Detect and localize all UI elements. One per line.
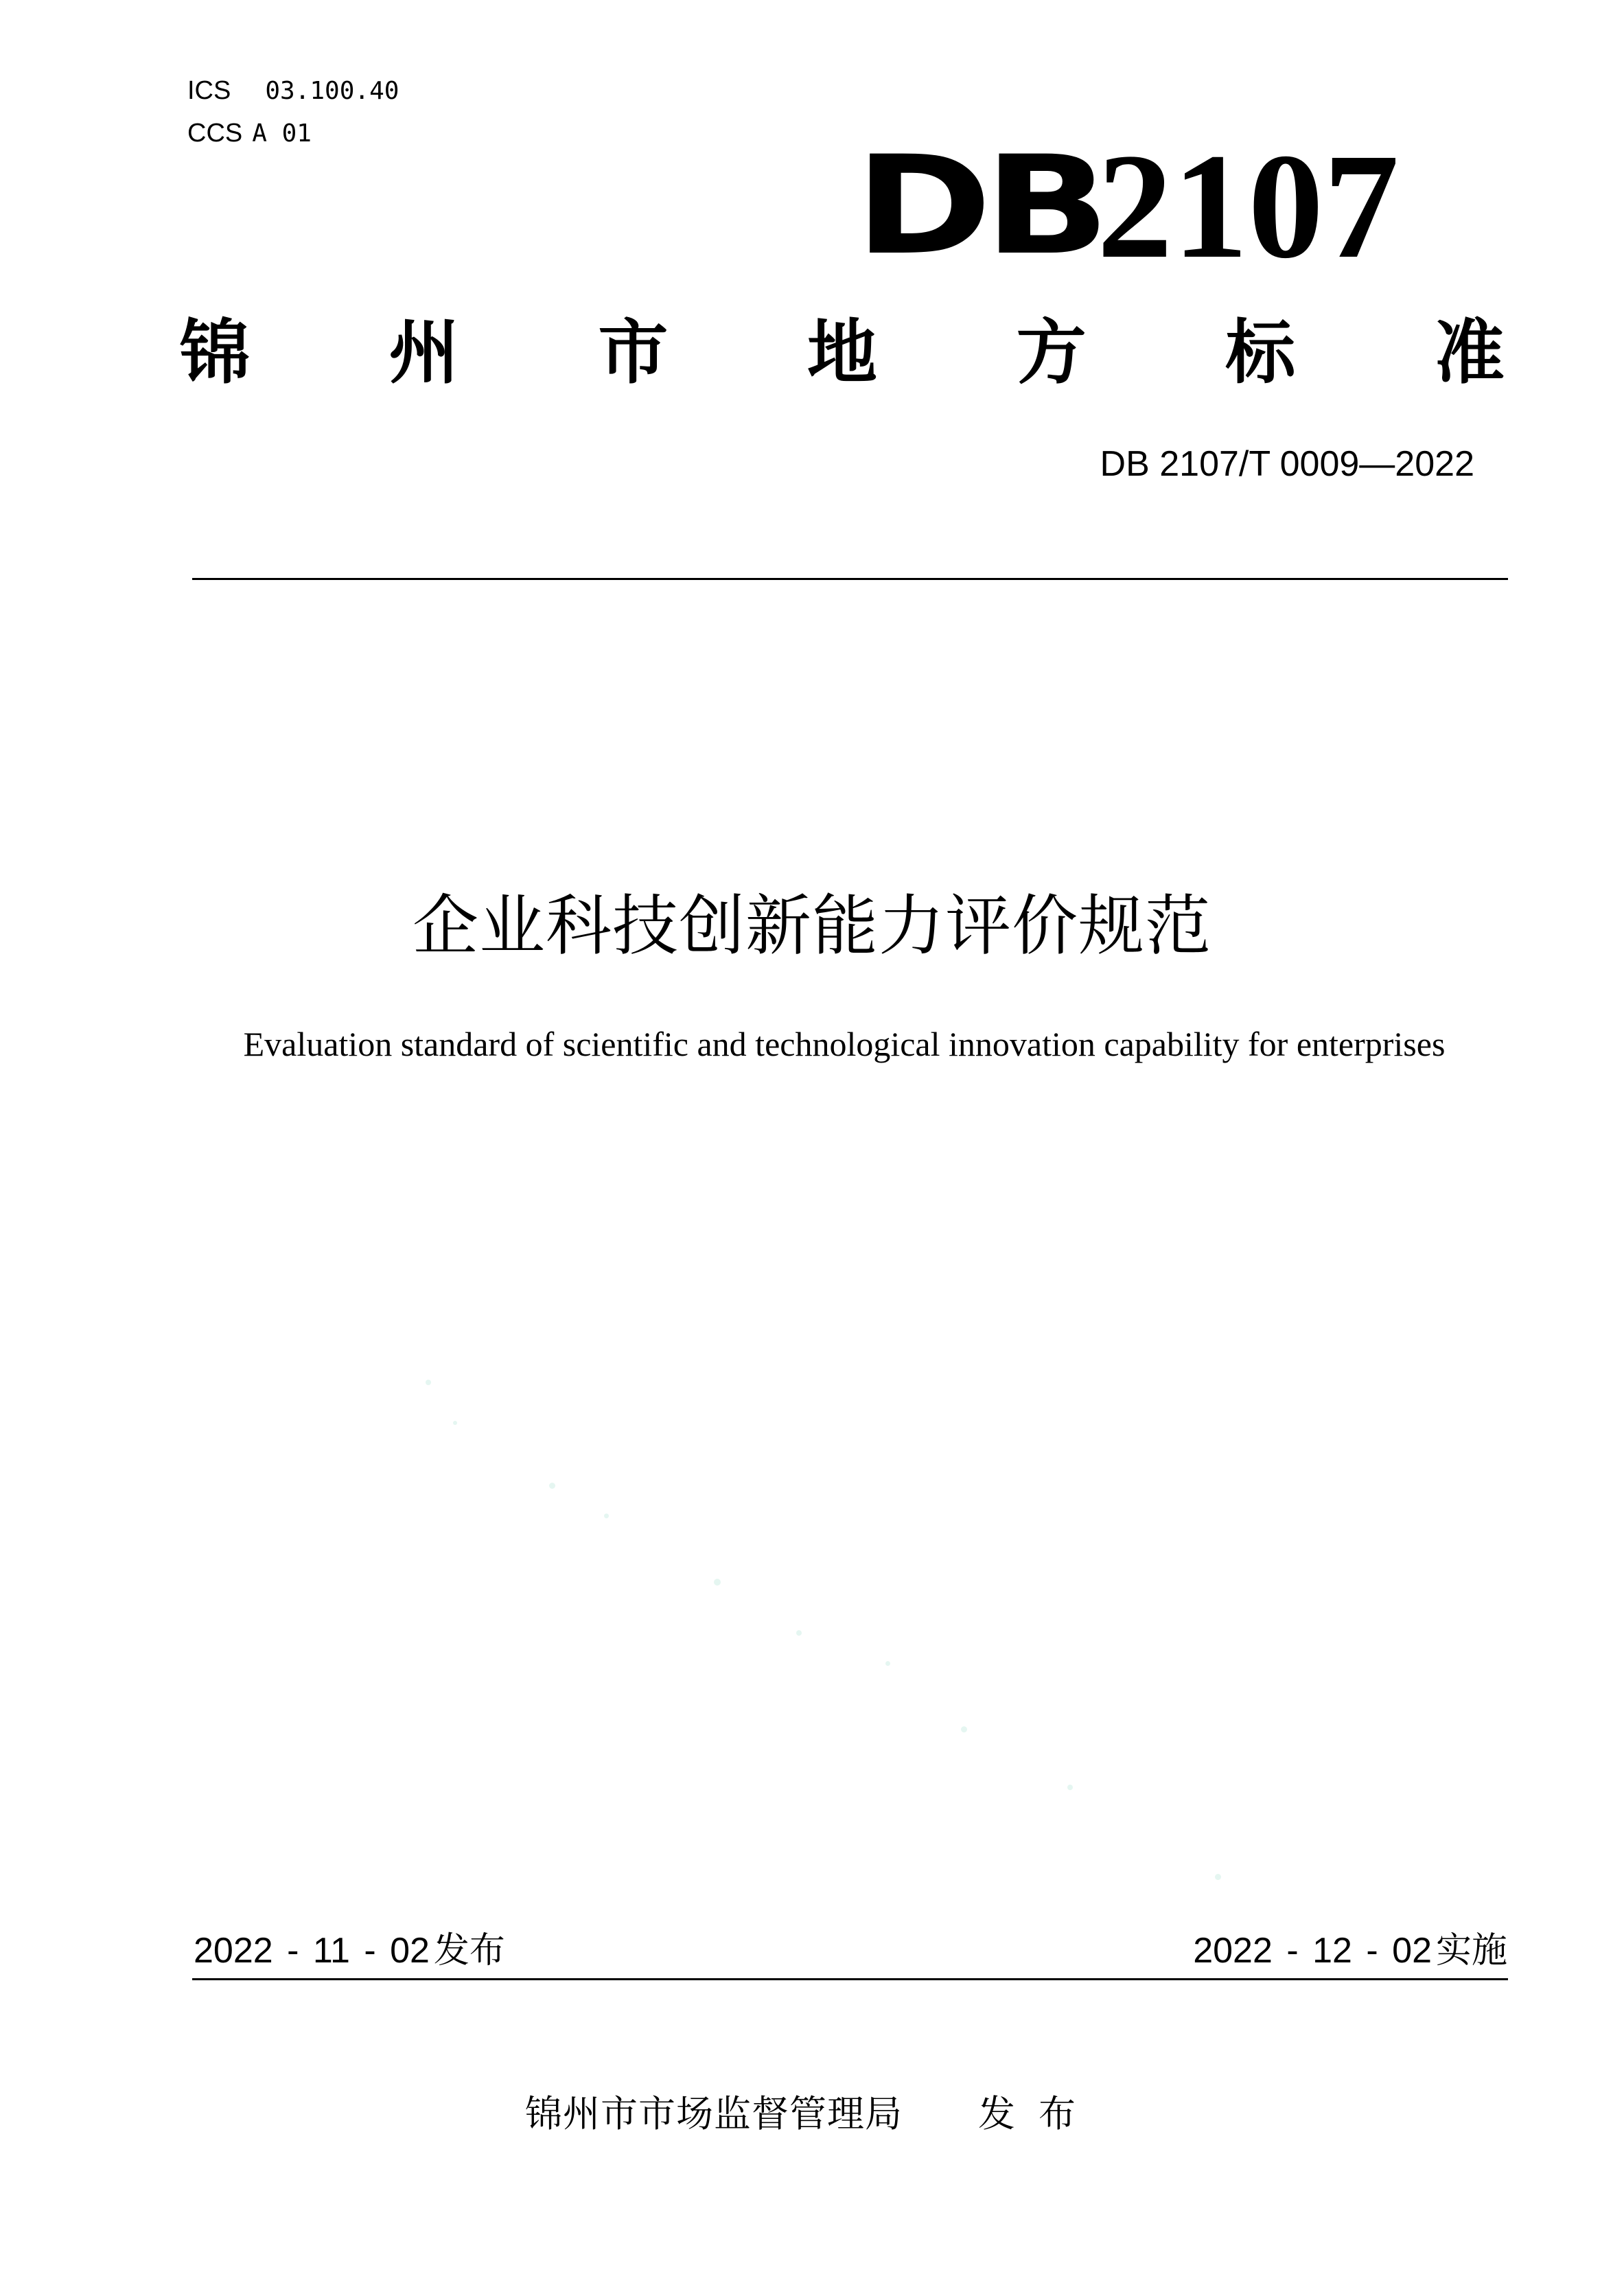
title-english: Evaluation standard of scientific and technological innovation capability for enterprises (243, 1025, 1446, 1063)
heading-char: 州 (388, 312, 459, 394)
effective-date (1193, 1929, 1507, 1973)
standard-number: DB 2107/T 0009—2022 (1100, 444, 1474, 484)
issuer-suffix: 发布 (978, 2092, 1099, 2135)
standard-type-heading (180, 312, 1505, 395)
title-chinese: 企业科技创新能力评价规范 (413, 888, 1211, 964)
footer-divider (192, 1978, 1508, 1980)
db-prefix: DB (855, 126, 1102, 285)
local-standard-mark (855, 122, 1404, 290)
ccs-label: CCS (187, 119, 243, 148)
issuer-name: 锦州市市场监督管理局 (525, 2092, 903, 2135)
effective-date-value: 2022 - 12 - 02 (1193, 1931, 1432, 1971)
header-divider (192, 578, 1508, 580)
issue-date (194, 1929, 505, 1973)
ics-label: ICS (187, 76, 231, 105)
issue-date-value: 2022 - 11 - 02 (194, 1931, 430, 1971)
region-code: 2107 (1097, 122, 1400, 290)
ics-code (187, 76, 399, 106)
heading-char: 地 (807, 312, 877, 394)
effective-date-suffix: 实施 (1435, 1930, 1507, 1971)
heading-char: 市 (598, 312, 669, 394)
heading-char: 准 (1434, 312, 1505, 394)
heading-char: 锦 (180, 312, 250, 394)
issuing-authority (0, 2090, 1624, 2138)
ics-value: 03.100.40 (265, 77, 399, 105)
ccs-code (187, 118, 312, 149)
ccs-value: A 01 (252, 119, 312, 148)
heading-char: 标 (1225, 312, 1296, 394)
heading-char: 方 (1016, 312, 1087, 394)
issue-date-suffix: 发布 (433, 1930, 505, 1971)
